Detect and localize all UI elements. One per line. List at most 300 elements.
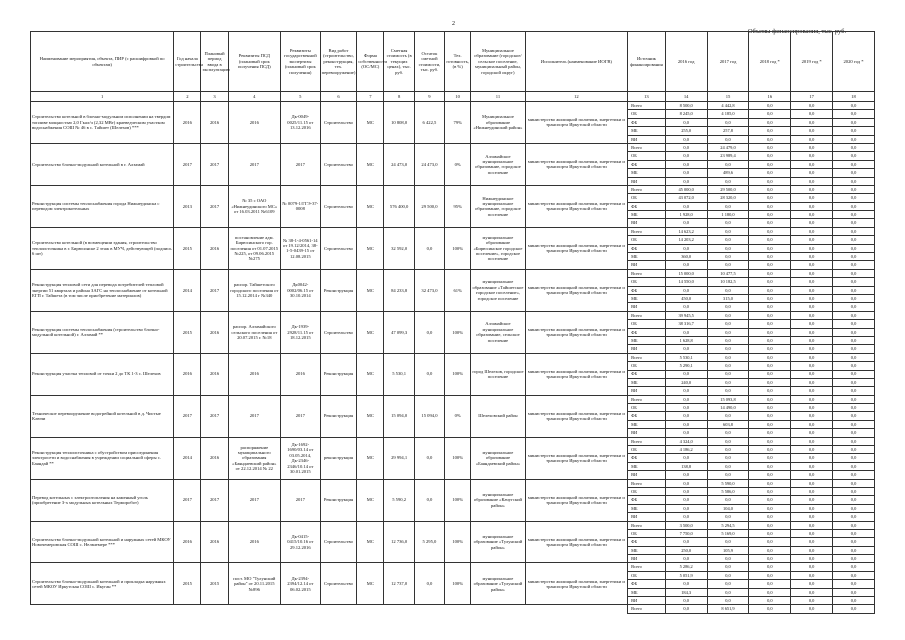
cell-cost: 10 808,0 bbox=[384, 102, 414, 144]
amount-cell: 0,0 bbox=[665, 412, 707, 420]
source-key: ФБ bbox=[628, 580, 666, 588]
amount-cell: 0,0 bbox=[791, 303, 833, 311]
cell-start: 2017 bbox=[174, 143, 201, 185]
amount-cell: 0,0 bbox=[749, 597, 791, 605]
amount-cell: 138,8 bbox=[665, 462, 707, 470]
amount-cell: 0,0 bbox=[833, 387, 875, 395]
amount-cell: 0,0 bbox=[749, 529, 791, 537]
header-cell: Остаток сметной стоимости, тыс. руб. bbox=[414, 32, 444, 92]
cell-name: Реконструкция системы теплоснабжения (строительство блочно-модульной котельной) г. Алзамай ** bbox=[31, 311, 174, 353]
amount-cell: 0,0 bbox=[665, 395, 707, 403]
amount-cell: 0,0 bbox=[833, 412, 875, 420]
amount-cell: 0,0 bbox=[791, 261, 833, 269]
amount-cell: 0,0 bbox=[707, 362, 749, 370]
amount-cell: 0,0 bbox=[665, 202, 707, 210]
amount-cell: 0,0 bbox=[791, 353, 833, 361]
amount-cell: 0,0 bbox=[791, 362, 833, 370]
cell-psd: № 35 с ОАО «Нижнеудинского МС» от 16.03.2011 №6109 bbox=[228, 185, 280, 227]
amount-cell: 0,0 bbox=[833, 177, 875, 185]
amount-cell: 0,0 bbox=[791, 395, 833, 403]
amount-cell: 0,0 bbox=[833, 362, 875, 370]
amount-cell: 0,0 bbox=[749, 546, 791, 554]
cell-mo: муниципальное образование «Тулунский район» bbox=[471, 521, 525, 563]
amount-cell: 0,0 bbox=[749, 513, 791, 521]
amount-cell: 0,0 bbox=[833, 378, 875, 386]
amount-cell: 0,0 bbox=[833, 127, 875, 135]
amount-cell: 14 550,0 bbox=[665, 278, 707, 286]
amount-cell: 255,0 bbox=[665, 127, 707, 135]
header-cell: 2019 год * bbox=[791, 32, 833, 92]
cell-mo: Алзамайское муниципальное образование, городское поселение bbox=[471, 143, 525, 185]
amount-cell: 0,0 bbox=[833, 446, 875, 454]
cell-start: 2017 bbox=[174, 395, 201, 437]
source-key: ФБ bbox=[628, 286, 666, 294]
amount-cell: 0,0 bbox=[665, 580, 707, 588]
source-key: ОБ bbox=[628, 236, 666, 244]
header-cell: 2017 год bbox=[707, 32, 749, 92]
cell-ready: 100% bbox=[445, 479, 471, 521]
cell-ready: 100% bbox=[445, 311, 471, 353]
cell-ready: 0% bbox=[445, 395, 471, 437]
source-key: ОБ bbox=[628, 446, 666, 454]
cell-own: МС bbox=[357, 479, 384, 521]
header-cell: Плановый период ввода в эксплуатацию bbox=[201, 32, 228, 92]
source-key: ФБ bbox=[628, 202, 666, 210]
amount-cell: 0,0 bbox=[791, 185, 833, 193]
cell-ready: 79% bbox=[445, 102, 471, 144]
cell-start: 2014 bbox=[174, 437, 201, 479]
amount-cell: 0,0 bbox=[833, 135, 875, 143]
source-key: ВИ bbox=[628, 513, 666, 521]
amount-cell: 0,0 bbox=[707, 437, 749, 445]
column-number: 15 bbox=[707, 92, 749, 102]
source-key: МБ bbox=[628, 169, 666, 177]
amount-cell: 0,0 bbox=[665, 370, 707, 378]
table-row bbox=[31, 437, 875, 445]
amount-cell: 0,0 bbox=[707, 571, 749, 579]
amount-cell: 0,0 bbox=[749, 286, 791, 294]
column-number: 11 bbox=[471, 92, 525, 102]
source-key: Всего bbox=[628, 102, 666, 110]
source-key: ВИ bbox=[628, 135, 666, 143]
amount-cell: 8 500,0 bbox=[665, 102, 707, 110]
amount-cell: 0,0 bbox=[749, 320, 791, 328]
cell-exec: министерство жилищной политики, энергетики и транспорта Иркутской области bbox=[525, 353, 627, 395]
amount-cell: 0,0 bbox=[707, 412, 749, 420]
amount-cell: 0,0 bbox=[833, 605, 875, 613]
amount-cell: 0,0 bbox=[791, 278, 833, 286]
amount-cell: 8 245,0 bbox=[665, 110, 707, 118]
amount-cell: 0,0 bbox=[749, 143, 791, 151]
table-row bbox=[31, 353, 875, 361]
amount-cell: 0,0 bbox=[665, 244, 707, 252]
cell-name: Техническое перевооружение водогрейной котельной в д. Чистые Ключи bbox=[31, 395, 174, 437]
amount-cell: 0,0 bbox=[791, 152, 833, 160]
amount-cell: 0,0 bbox=[791, 538, 833, 546]
amount-cell: 0,0 bbox=[791, 580, 833, 588]
amount-cell: 0,0 bbox=[791, 605, 833, 613]
amount-cell: 0,0 bbox=[707, 336, 749, 344]
cell-exp: Дк-1939-2928/11.15 от 18.12.2015 bbox=[280, 311, 320, 353]
amount-cell: 10 477,5 bbox=[707, 269, 749, 277]
amount-cell: 0,0 bbox=[791, 555, 833, 563]
amount-cell: 0,0 bbox=[665, 597, 707, 605]
cell-cost: 5 590,2 bbox=[384, 479, 414, 521]
amount-cell: 0,0 bbox=[665, 496, 707, 504]
amount-cell: 489,6 bbox=[707, 169, 749, 177]
cell-exec: министерство жилищной политики, энергетики и транспорта Иркутской области bbox=[525, 311, 627, 353]
source-key: ОБ bbox=[628, 404, 666, 412]
cell-rest: 0,0 bbox=[414, 563, 444, 605]
amount-cell: 0,0 bbox=[707, 588, 749, 596]
amount-cell: 0,0 bbox=[749, 378, 791, 386]
column-number: 16 bbox=[749, 92, 791, 102]
cell-start: 2016 bbox=[174, 353, 201, 395]
amount-cell: 0,0 bbox=[749, 118, 791, 126]
cell-mo: город Шелехов, городское поселение bbox=[471, 353, 525, 395]
cell-start: 2015 bbox=[174, 311, 201, 353]
cell-psd: 2016 bbox=[228, 353, 280, 395]
amount-cell: 0,0 bbox=[833, 471, 875, 479]
cell-own: МС bbox=[357, 143, 384, 185]
amount-cell: 24 479,0 bbox=[707, 143, 749, 151]
amount-cell: 0,0 bbox=[749, 227, 791, 235]
amount-cell: 0,0 bbox=[749, 580, 791, 588]
source-key: ФБ bbox=[628, 538, 666, 546]
amount-cell: 0,0 bbox=[833, 278, 875, 286]
source-key: ОБ bbox=[628, 152, 666, 160]
cell-exp: 2016 bbox=[280, 353, 320, 395]
amount-cell: 0,0 bbox=[791, 169, 833, 177]
amount-cell: 0,0 bbox=[791, 227, 833, 235]
cell-own: МС bbox=[357, 102, 384, 144]
amount-cell: 0,0 bbox=[749, 437, 791, 445]
amount-cell: 0,0 bbox=[749, 571, 791, 579]
column-number: 10 bbox=[445, 92, 471, 102]
amount-cell: 0,0 bbox=[833, 143, 875, 151]
cell-exp: Дк-0415-0415/10.16 от 29.12.2016 bbox=[280, 521, 320, 563]
header-row bbox=[31, 32, 875, 92]
source-key: Всего bbox=[628, 437, 666, 445]
column-number: 18 bbox=[833, 92, 875, 102]
source-key: ОБ bbox=[628, 571, 666, 579]
amount-cell: 0,0 bbox=[791, 102, 833, 110]
amount-cell: 0,0 bbox=[791, 269, 833, 277]
cell-ready: 61% bbox=[445, 269, 471, 311]
amount-cell: 0,0 bbox=[833, 597, 875, 605]
amount-cell: 0,0 bbox=[749, 404, 791, 412]
cell-cost: 24 473,0 bbox=[384, 143, 414, 185]
amount-cell: 0,0 bbox=[791, 529, 833, 537]
cell-exp: № 0079-1/ГГЭ-37-0008 bbox=[280, 185, 320, 227]
amount-cell: 0,0 bbox=[665, 504, 707, 512]
source-key: ВИ bbox=[628, 429, 666, 437]
amount-cell: 0,0 bbox=[749, 395, 791, 403]
amount-cell: 1 928,0 bbox=[665, 211, 707, 219]
source-key: ФБ bbox=[628, 454, 666, 462]
amount-cell: 5 530,1 bbox=[665, 353, 707, 361]
cell-start: 2016 bbox=[174, 102, 201, 144]
cell-name: Реконструкция теплоисточника с обустройством присоединения электросети и водоснабжения в учреждении социальной сферы с. Баяндай ** bbox=[31, 437, 174, 479]
column-number: 3 bbox=[201, 92, 228, 102]
amount-cell: 14 203,2 bbox=[665, 236, 707, 244]
cell-ready: 100% bbox=[445, 521, 471, 563]
cell-period: 2016 bbox=[201, 227, 228, 269]
amount-cell: 0,0 bbox=[707, 320, 749, 328]
amount-cell: 0,0 bbox=[665, 555, 707, 563]
cell-mo: Нижнеудинское муниципальное образование, городское поселение bbox=[471, 185, 525, 227]
amount-cell: 0,0 bbox=[833, 261, 875, 269]
column-number-row bbox=[31, 92, 875, 102]
cell-period: 2016 bbox=[201, 437, 228, 479]
table-row bbox=[31, 269, 875, 277]
cell-exec: министерство жилищной политики, энергетики и транспорта Иркутской области bbox=[525, 521, 627, 563]
amount-cell: 0,0 bbox=[749, 563, 791, 571]
amount-cell: 0,0 bbox=[749, 362, 791, 370]
cell-own: МС bbox=[357, 269, 384, 311]
table-body bbox=[31, 102, 875, 614]
cell-psd: 2016 bbox=[228, 102, 280, 144]
source-key: ВИ bbox=[628, 261, 666, 269]
amount-cell: 0,0 bbox=[665, 177, 707, 185]
amount-cell: 240,0 bbox=[665, 378, 707, 386]
column-number: 1 bbox=[31, 92, 174, 102]
amount-cell: 0,0 bbox=[665, 479, 707, 487]
amount-cell: 0,0 bbox=[749, 110, 791, 118]
table-row bbox=[31, 311, 875, 319]
amount-cell: 0,0 bbox=[665, 118, 707, 126]
amount-cell: 0,0 bbox=[749, 412, 791, 420]
amount-cell: 0,0 bbox=[707, 378, 749, 386]
source-key: ФБ bbox=[628, 370, 666, 378]
cell-own: МС bbox=[357, 521, 384, 563]
amount-cell: 4 324,0 bbox=[665, 437, 707, 445]
cell-mo: муниципальное образование «Бирюсинское городское поселение», городское поселение bbox=[471, 227, 525, 269]
cell-rest: 24 473,0 bbox=[414, 143, 444, 185]
amount-cell: 0,0 bbox=[833, 546, 875, 554]
amount-cell: 39 945,5 bbox=[665, 311, 707, 319]
header-cell: Муниципальное образование (городское/сельское поселение, муниципальный район, городской округ) bbox=[471, 32, 525, 92]
cell-start: 2015 bbox=[174, 227, 201, 269]
source-key: ФБ bbox=[628, 412, 666, 420]
amount-cell: 0,0 bbox=[749, 336, 791, 344]
amount-cell: 0,0 bbox=[791, 244, 833, 252]
cell-name: Строительство котельной (в возмещении здания, строительство теплоисточника в г. Бирюсинске 2 этаж в МУЧ, действующей (подпись 6 шт) bbox=[31, 227, 174, 269]
amount-cell: 0,0 bbox=[707, 303, 749, 311]
amount-cell: 1 628,8 bbox=[665, 336, 707, 344]
amount-cell: 0,0 bbox=[791, 127, 833, 135]
column-number: 7 bbox=[357, 92, 384, 102]
amount-cell: 28 320,0 bbox=[707, 194, 749, 202]
amount-cell: 184,3 bbox=[665, 588, 707, 596]
source-key: Всего bbox=[628, 227, 666, 235]
source-key: МБ bbox=[628, 211, 666, 219]
cell-rest: 6 422,5 bbox=[414, 102, 444, 144]
cell-name: Реконструкция участка тепловой от точки 2 до ТК 1-3 с. Шелехов bbox=[31, 353, 174, 395]
cell-name: Реконструкция системы теплоснабжения города Нижнеудинска с переводом электрокотельных bbox=[31, 185, 174, 227]
amount-cell: 0,0 bbox=[833, 185, 875, 193]
amount-cell: 0,0 bbox=[833, 303, 875, 311]
amount-cell: 38 316,7 bbox=[665, 320, 707, 328]
cell-ready: 100% bbox=[445, 227, 471, 269]
amount-cell: 0,0 bbox=[791, 286, 833, 294]
amount-cell: 0,0 bbox=[665, 169, 707, 177]
source-key: Всего bbox=[628, 185, 666, 193]
amount-cell: 0,0 bbox=[833, 202, 875, 210]
amount-cell: 0,0 bbox=[833, 244, 875, 252]
cell-work: Реконструкция bbox=[320, 269, 357, 311]
table-row bbox=[31, 395, 875, 403]
cell-cost: 47 099,3 bbox=[384, 311, 414, 353]
amount-cell: 0,0 bbox=[833, 513, 875, 521]
source-key: ВИ bbox=[628, 345, 666, 353]
amount-cell: 0,0 bbox=[791, 412, 833, 420]
cell-mo: муниципальное образование «Качугский район» bbox=[471, 479, 525, 521]
source-key: ФБ bbox=[628, 118, 666, 126]
cell-psd: пост. МО "Тулунский район" от 20.11.2015 №896 bbox=[228, 563, 280, 605]
cell-own: МС bbox=[357, 185, 384, 227]
amount-cell: 14 490,0 bbox=[707, 404, 749, 412]
source-key: МБ bbox=[628, 420, 666, 428]
table-row bbox=[31, 102, 875, 110]
amount-cell: 0,0 bbox=[707, 328, 749, 336]
amount-cell: 0,0 bbox=[791, 387, 833, 395]
amount-cell: 0,0 bbox=[665, 345, 707, 353]
amount-cell: 0,0 bbox=[749, 211, 791, 219]
amount-cell: 0,0 bbox=[749, 177, 791, 185]
amount-cell: 0,0 bbox=[791, 521, 833, 529]
header-cell: Сметная стоимость (в текущих ценах), тыс. руб. bbox=[384, 32, 414, 92]
column-number: 8 bbox=[384, 92, 414, 102]
cell-mo: Муниципальное образование «Нижнеудинский район» bbox=[471, 102, 525, 144]
cell-exec: министерство жилищной политики, энергетики и транспорта Иркутской области bbox=[525, 563, 627, 605]
amount-cell: 0,0 bbox=[707, 160, 749, 168]
source-key: ОБ bbox=[628, 320, 666, 328]
source-key: ВИ bbox=[628, 555, 666, 563]
amount-cell: 0,0 bbox=[749, 479, 791, 487]
cell-psd: 2017 bbox=[228, 395, 280, 437]
amount-cell: 0,0 bbox=[749, 605, 791, 613]
amount-cell: 0,0 bbox=[707, 236, 749, 244]
source-key: ВИ bbox=[628, 219, 666, 227]
source-key: ФБ bbox=[628, 160, 666, 168]
amount-cell: 0,0 bbox=[749, 160, 791, 168]
cell-exec: министерство жилищной политики, энергетики и транспорта Иркутской области bbox=[525, 143, 627, 185]
amount-cell: 0,0 bbox=[665, 487, 707, 495]
amount-cell: 0,0 bbox=[833, 194, 875, 202]
cell-ready: 100% bbox=[445, 437, 471, 479]
header-cell: 2020 год * bbox=[833, 32, 875, 92]
amount-cell: 0,0 bbox=[833, 370, 875, 378]
amount-cell: 450,0 bbox=[665, 294, 707, 302]
amount-cell: 0,0 bbox=[833, 227, 875, 235]
table-row bbox=[31, 605, 875, 613]
source-key: МБ bbox=[628, 294, 666, 302]
amount-cell: 0,0 bbox=[665, 303, 707, 311]
amount-cell: 0,0 bbox=[749, 294, 791, 302]
page-number: 2 bbox=[452, 21, 455, 27]
cell-exec: министерство жилищной политики, энергетики и транспорта Иркутской области bbox=[525, 185, 627, 227]
amount-cell: 0,0 bbox=[749, 496, 791, 504]
source-key: ОБ bbox=[628, 487, 666, 495]
amount-cell: 5 051,9 bbox=[665, 571, 707, 579]
amount-cell: 0,0 bbox=[791, 202, 833, 210]
amount-cell: 0,0 bbox=[791, 110, 833, 118]
cell-work: Реконструкция bbox=[320, 479, 357, 521]
amount-cell: 0,0 bbox=[749, 471, 791, 479]
amount-cell: 0,0 bbox=[791, 420, 833, 428]
source-key: Всего bbox=[628, 605, 666, 613]
amount-cell: 0,0 bbox=[749, 219, 791, 227]
cell-exec: министерство жилищной политики, энергетики и транспорта Иркутской области bbox=[525, 269, 627, 311]
amount-cell: 0,0 bbox=[791, 378, 833, 386]
cell-psd: распор. Алзамайского сельского поселения от 20.07.2015 г. №18 bbox=[228, 311, 280, 353]
cell-psd: 2016 bbox=[228, 521, 280, 563]
source-key: Всего bbox=[628, 563, 666, 571]
column-number: 14 bbox=[665, 92, 707, 102]
amount-cell: 0,0 bbox=[707, 135, 749, 143]
cell-rest: 5 295,0 bbox=[414, 521, 444, 563]
column-number: 6 bbox=[320, 92, 357, 102]
source-key: ВИ bbox=[628, 177, 666, 185]
amount-cell: 0,0 bbox=[791, 454, 833, 462]
cell-rest: 0,0 bbox=[414, 227, 444, 269]
amount-cell: 0,0 bbox=[749, 127, 791, 135]
cell-cost: 84 233,8 bbox=[384, 269, 414, 311]
amount-cell: 0,0 bbox=[833, 588, 875, 596]
amount-cell: 0,0 bbox=[749, 278, 791, 286]
table-row bbox=[31, 563, 875, 571]
amount-cell: 0,0 bbox=[665, 152, 707, 160]
cell-work: Строительство bbox=[320, 102, 357, 144]
amount-cell: 0,0 bbox=[707, 471, 749, 479]
cell-exp: 2017 bbox=[280, 479, 320, 521]
amount-cell: 0,0 bbox=[791, 588, 833, 596]
cell-exp: 2017 bbox=[280, 395, 320, 437]
cell-period: 2016 bbox=[201, 521, 228, 563]
cell-name: Строительство блочно-модульной котельной и прокладка наружных сетей МКОУ Иркутская СОШ с. Икуган ** bbox=[31, 563, 174, 605]
amount-cell: 0,0 bbox=[791, 336, 833, 344]
cell-exp: № 38-1-4-0561-14 от 19.12/2014, 38-1-5-0439-15 от 12.08.2015 bbox=[280, 227, 320, 269]
amount-cell: 0,0 bbox=[707, 261, 749, 269]
amount-cell: 0,0 bbox=[749, 429, 791, 437]
amount-cell: 0,0 bbox=[833, 152, 875, 160]
amount-cell: 0,0 bbox=[791, 546, 833, 554]
column-number: 5 bbox=[280, 92, 320, 102]
amount-cell: 0,0 bbox=[833, 219, 875, 227]
column-number: 9 bbox=[414, 92, 444, 102]
amount-cell: 0,0 bbox=[707, 538, 749, 546]
amount-cell: 0,0 bbox=[749, 244, 791, 252]
cell-work: Реконструкция bbox=[320, 353, 357, 395]
amount-cell: 0,0 bbox=[665, 286, 707, 294]
amount-cell: 4 442,8 bbox=[707, 102, 749, 110]
amount-cell: 0,0 bbox=[833, 353, 875, 361]
cell-own: МС bbox=[357, 311, 384, 353]
amount-cell: 0,0 bbox=[749, 521, 791, 529]
amount-cell: 45 000,0 bbox=[665, 185, 707, 193]
cell-exec: министерство жилищной политики, энергетики и транспорта Иркутской области bbox=[525, 479, 627, 521]
amount-cell: 0,0 bbox=[791, 253, 833, 261]
amount-cell: 0,0 bbox=[833, 294, 875, 302]
cell-psd: постановление адм. Бирюсинского гор. поселения от 01.07.2015 №225, от 09.06.2015 №275 bbox=[228, 227, 280, 269]
cell-period: 2016 bbox=[201, 353, 228, 395]
amount-cell: 0,0 bbox=[749, 588, 791, 596]
amount-cell: 0,0 bbox=[791, 446, 833, 454]
amount-cell: 0,0 bbox=[791, 328, 833, 336]
amount-cell: 14 623,2 bbox=[665, 227, 707, 235]
amount-cell: 0,0 bbox=[791, 135, 833, 143]
